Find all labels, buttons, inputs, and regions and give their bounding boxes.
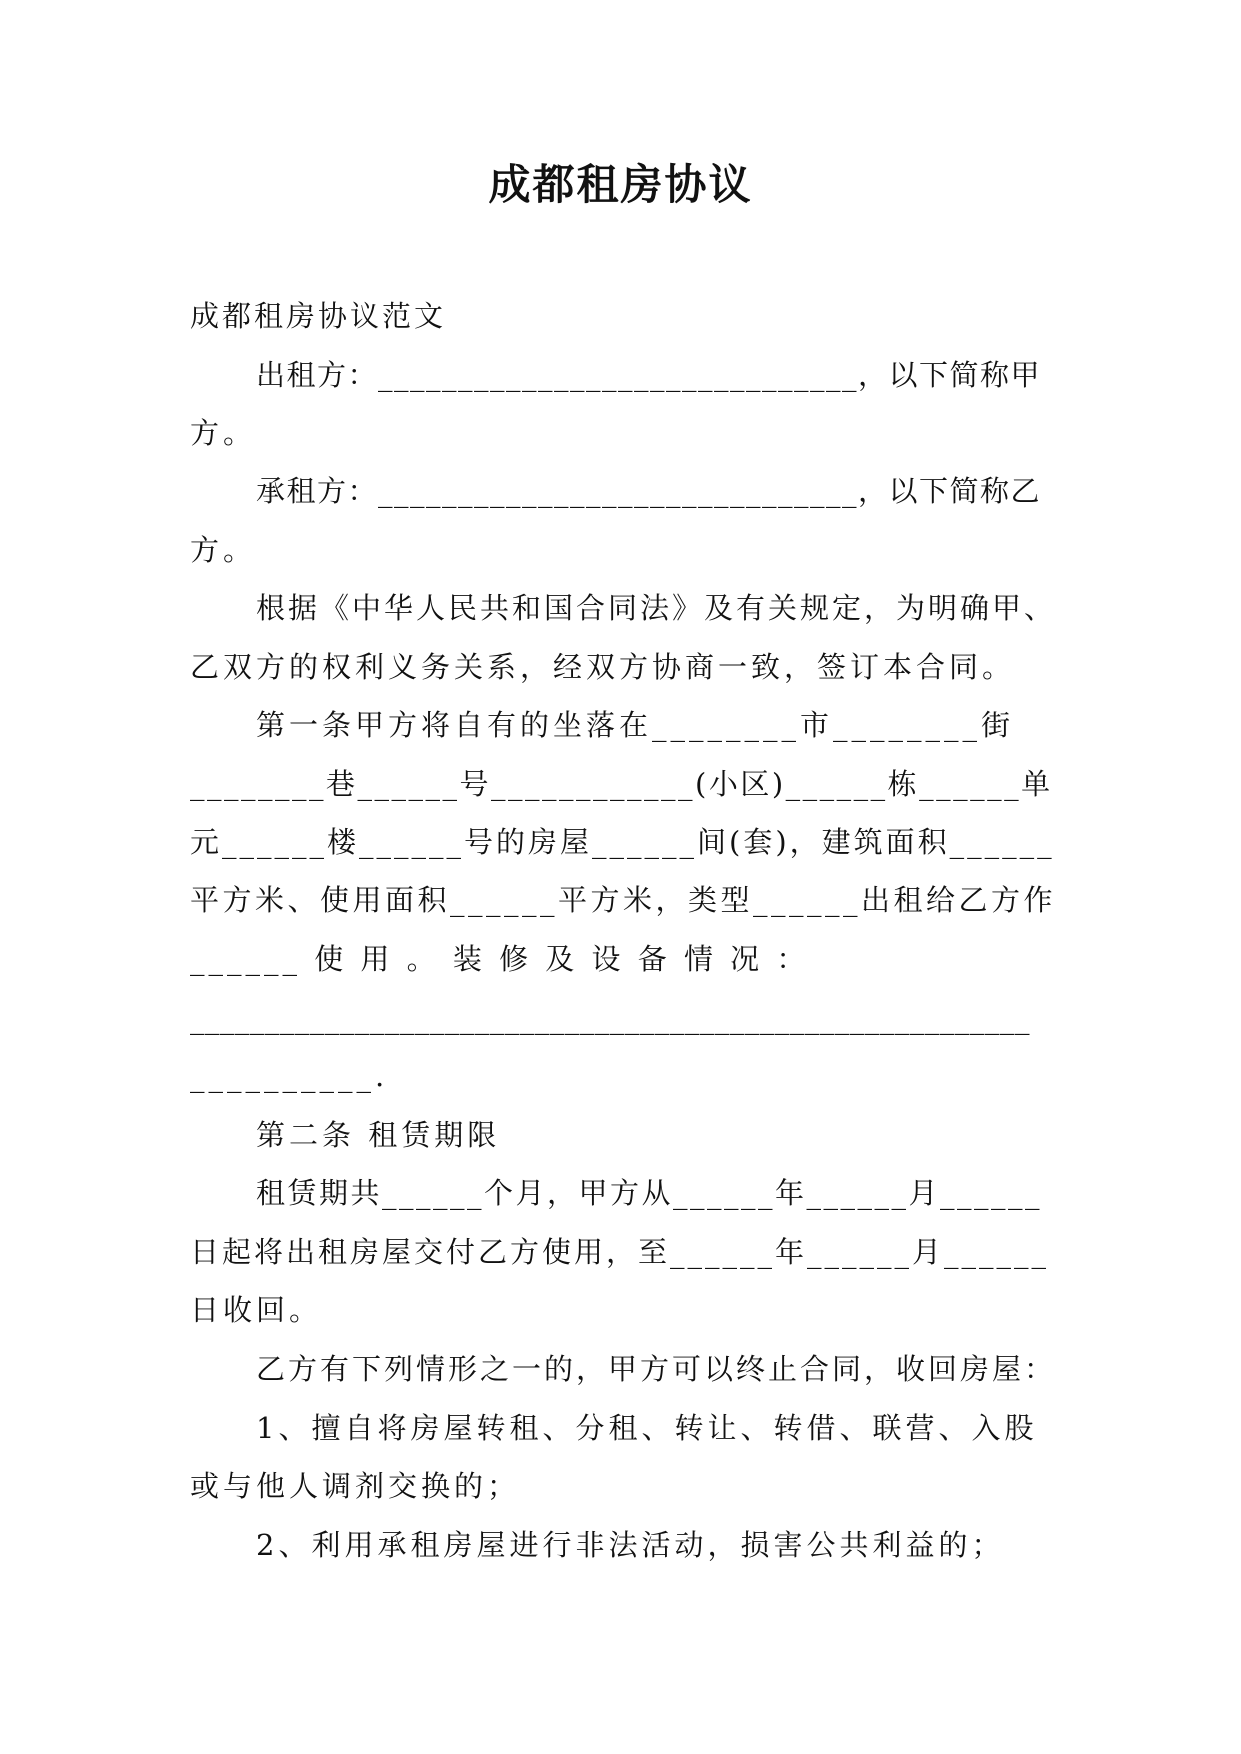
subtitle-line: 成都租房协议范文 (190, 299, 447, 333)
termination-item-2: 2、利用承租房屋进行非法活动，损害公共利益的； (256, 1528, 1005, 1562)
lessee-line-cont: 方。 (190, 533, 257, 567)
lessee-line: 承租方：______________________________，以下简称乙 (256, 474, 1042, 508)
article-2-line: 租赁期共______个月，甲方从______年______月______ (256, 1176, 1043, 1210)
article-1-line: ______ 使 用 。 装 修 及 设 备 情 况 ： (190, 942, 810, 976)
article-1-line: ________巷______号____________(小区)______栋______单 (190, 767, 1053, 801)
article-2-line: 日起将出租房屋交付乙方使用，至______年______月______ (190, 1235, 1050, 1269)
blank-line: __________. (190, 1059, 389, 1093)
lessor-line-cont: 方。 (190, 416, 257, 450)
basis-paragraph-line: 乙双方的权利义务关系，经双方协商一致，签订本合同。 (190, 650, 1016, 684)
article-1-line: 平方米、使用面积______平方米，类型______出租给乙方作 (190, 883, 1057, 917)
article-2-heading: 第二条 租赁期限 (256, 1118, 501, 1152)
termination-item-1: 1、擅自将房屋转租、分租、转让、转借、联营、入股 (256, 1411, 1038, 1445)
article-1-line: 元______楼______号的房屋______间(套)，建筑面积______ (190, 825, 1055, 859)
termination-item-1-cont: 或与他人调剂交换的； (190, 1469, 521, 1503)
article-2-line: 日收回。 (190, 1293, 323, 1327)
document-title: 成都租房协议 (488, 160, 753, 209)
termination-intro: 乙方有下列情形之一的，甲方可以终止合同，收回房屋： (256, 1352, 1057, 1386)
blank-line: ________________________________________________________ (190, 1001, 1030, 1035)
basis-paragraph-line: 根据《中华人民共和国合同法》及有关规定，为明确甲、 (256, 591, 1057, 625)
article-1-line: 第一条甲方将自有的坐落在________市________街 (256, 708, 1015, 742)
lessor-line: 出租方：______________________________，以下简称甲 (256, 358, 1042, 392)
